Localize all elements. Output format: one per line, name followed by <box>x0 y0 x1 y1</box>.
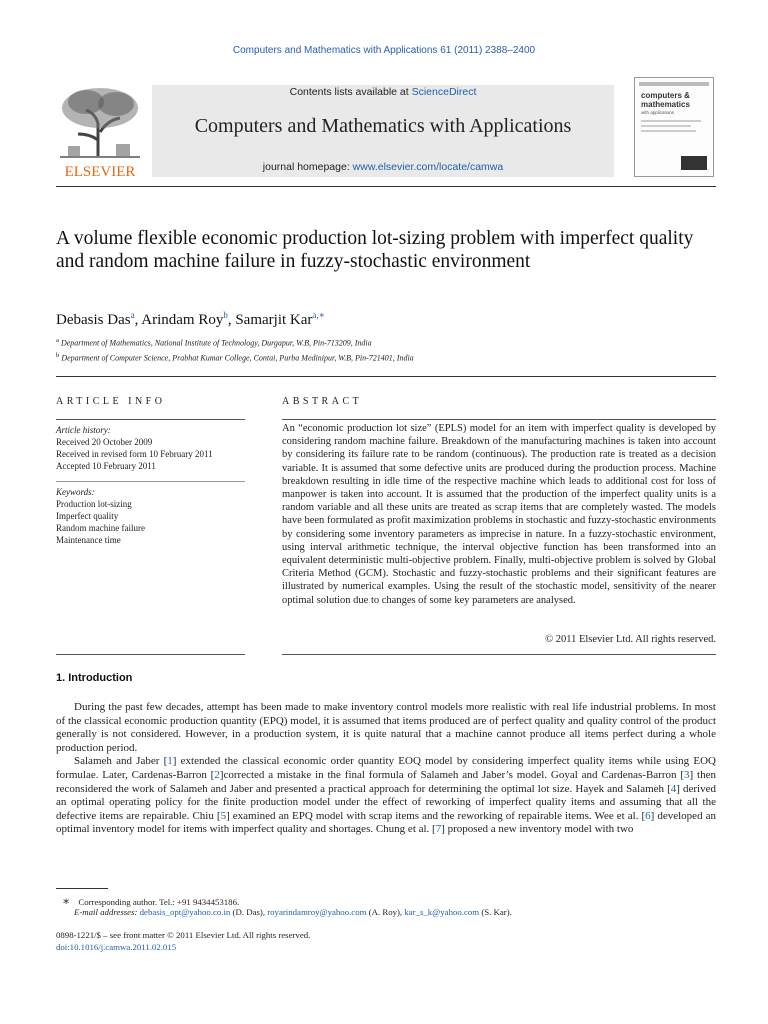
journal-reference[interactable]: Computers and Mathematics with Applications 61 (2011) 2388–2400 <box>232 45 536 56</box>
citation-link[interactable]: 1 <box>167 755 173 768</box>
journal-title: Computers and Mathematics with Applications <box>194 115 572 137</box>
abstract-heading: ABSTRACT <box>282 396 363 407</box>
author-mark[interactable]: b <box>223 310 228 320</box>
keyword: Random machine failure <box>56 523 145 533</box>
homepage-line <box>152 161 614 173</box>
received-date: Received 20 October 2009 <box>56 437 153 447</box>
issn-line: 0898-1221/$ – see front matter © 2011 Elsevier Ltd. All rights reserved. <box>56 930 311 940</box>
cover-title-line-1: computers & <box>641 91 690 100</box>
citation-link[interactable]: 6 <box>645 809 651 822</box>
footnote-star: ∗ <box>62 894 71 908</box>
article-info-bottom-rule <box>56 654 245 655</box>
affiliation-mark: a <box>56 337 59 344</box>
footnote-rule <box>56 888 108 889</box>
paragraph: Salameh and Jaber [1] extended the classical economic order quantity EOQ model by considering imperfect quality items while using EOQ formulae. Later, Cardenas-Barron [2]corrected a mistake in the final formula of Salameh and Jaber’s model. Goyal and Cardenas-Barron [3] then reconsidered the work of Salameh and Jaber and presented a practical approach for determining the optimal lot size. Hayek and Salameh [4] derived an optimal operating policy for the finite production model under the effect of reworking of imperfect quality items and assuming that all the defective items are repairable. Chiu [5] examined an EPQ model with scrap items and the reworking of repairable items. Wee et al. [6] developed an optimal inventory model for items with imperfect quality and shortages. Chung et al. [7] proposed a new inventory model with two <box>56 755 716 836</box>
author-name: Debasis Das <box>56 312 131 328</box>
keyword: Maintenance time <box>56 535 121 545</box>
front-matter-rule <box>56 376 716 377</box>
article-history <box>56 424 256 472</box>
homepage-link[interactable]: www.elsevier.com/locate/camwa <box>352 161 504 173</box>
abstract-copyright: © 2011 Elsevier Ltd. All rights reserved. <box>545 634 716 645</box>
doi-link[interactable]: doi:10.1016/j.camwa.2011.02.015 <box>56 942 177 952</box>
history-label: Article history: <box>56 425 111 435</box>
affiliation-text: Department of Mathematics, National Institute of Technology, Durgapur, W.B, Pin-713209, India <box>60 338 372 348</box>
affiliation-mark: b <box>56 352 60 359</box>
email-link[interactable]: royarindamroy@yahoo.com <box>267 907 367 917</box>
keyword: Production lot-sizing <box>56 499 132 509</box>
abstract-text: An “economic production lot size” (EPLS) model for an item with imperfect quality is developed by considering random machine failure. Breakdown of the manufacturing machines is taken into account by considering its failure rate to be random (continuous). The production rate is treated as a decision variable. It is assumed that some defective units are produced during the production process. Machine breakdown resulting in idle time of the respective machine which leads to additional cost for loss of manpower is taken into account. It is assumed that the production of the imperfect quality units is a random variable and all these units are treated as scrap items that are completely wasted. The models have been formulated as profit maximization problems in stochastic and fuzzy-stochastic environments by considering some inventory parameters as imprecise in nature. In a fuzzy-stochastic environment, using interval arithmetic technique, the interval objective function has been transformed into an equivalent deterministic multi-objective problem. Finally, multi-objective problem is solved by Global Criteria Method (GCM). Stochastic and fuzzy-stochastic problems and their significant features are illustrated by numerical examples. Using the result of the stochastic model, sensitivity of the nearer optimal solution due to changes of some key parameters are analysed. <box>282 423 716 606</box>
email-link[interactable]: debasis_opt@yahoo.co.in <box>139 907 231 917</box>
abstract-rule <box>282 419 716 420</box>
contents-line <box>152 86 614 98</box>
article-info-heading: ARTICLE INFO <box>56 396 166 407</box>
keyword: Imperfect quality <box>56 511 119 521</box>
publisher-wordmark: ELSEVIER <box>64 164 136 180</box>
keywords-block <box>56 486 256 546</box>
corresponding-author-text: Corresponding author. Tel.: +91 9434453186. <box>78 897 240 907</box>
citation-link[interactable]: 7 <box>435 823 442 836</box>
author-mark[interactable]: a,∗ <box>312 310 325 320</box>
homepage-prefix: journal homepage: <box>262 161 353 173</box>
affiliation <box>56 352 414 363</box>
affiliation <box>56 337 372 348</box>
author-list: Debasis Das$^a$, Arindam Roy$^b$, Samarjit Kar$^{a,∗}$ <box>56 310 325 328</box>
email-footnote: E-mail addresses: debasis_opt@yahoo.co.in (D. Das), royarindamroy@yahoo.com (A. Roy), kar_s_k@yahoo.com (S. Kar). <box>74 907 512 917</box>
author-name: Samarjit Kar <box>235 312 313 328</box>
author-mark[interactable]: a <box>130 310 135 320</box>
article-info-rule <box>56 419 245 420</box>
email-label: E-mail addresses: <box>74 907 140 917</box>
history-rule <box>56 481 245 482</box>
citation-link[interactable]: 4 <box>670 782 677 795</box>
paper-title: A volume flexible economic production lot-sizing problem with imperfect quality and random machine failure in fuzzy-stochastic environment <box>56 228 694 272</box>
abstract-bottom-rule <box>282 654 716 655</box>
header-rule <box>56 186 716 187</box>
affiliation-text: Department of Computer Science, Prabhat Kumar College, Contai, Purba Medinipur, W.B, Pin-721401, India <box>61 353 414 363</box>
contents-prefix: Contents lists available at <box>289 86 412 98</box>
cover-title-line-2: mathematics <box>641 100 690 109</box>
author-name: Arindam Roy <box>141 312 224 328</box>
citation-link[interactable]: 3 <box>684 768 690 781</box>
accepted-date: Accepted 10 February 2011 <box>56 461 156 471</box>
section-heading-introduction: 1. Introduction <box>56 672 133 684</box>
elsevier-tree-logo <box>56 84 144 180</box>
sciencedirect-link[interactable]: ScienceDirect <box>411 86 477 98</box>
journal-cover-image <box>634 77 714 177</box>
keywords-label: Keywords: <box>56 487 95 497</box>
paragraph: During the past few decades, attempt has been made to make inventory control models more realistic with real life industrial problems. In most of the classical economic production quantity (EPQ) model, it is assumed that items produced are of perfect quality and quality control of the product generally is not considered. However, in a production system, it is quite natural that a machine cannot produce all items perfect during a whole production period. <box>56 701 716 754</box>
cover-subtitle: with applications <box>641 110 675 115</box>
revised-date: Received in revised form 10 February 2011 <box>56 449 213 459</box>
citation-link[interactable]: 5 <box>220 809 227 822</box>
introduction-body <box>56 701 716 837</box>
citation-link[interactable]: 2 <box>214 768 220 781</box>
email-link[interactable]: kar_s_k@yahoo.com <box>404 907 480 917</box>
